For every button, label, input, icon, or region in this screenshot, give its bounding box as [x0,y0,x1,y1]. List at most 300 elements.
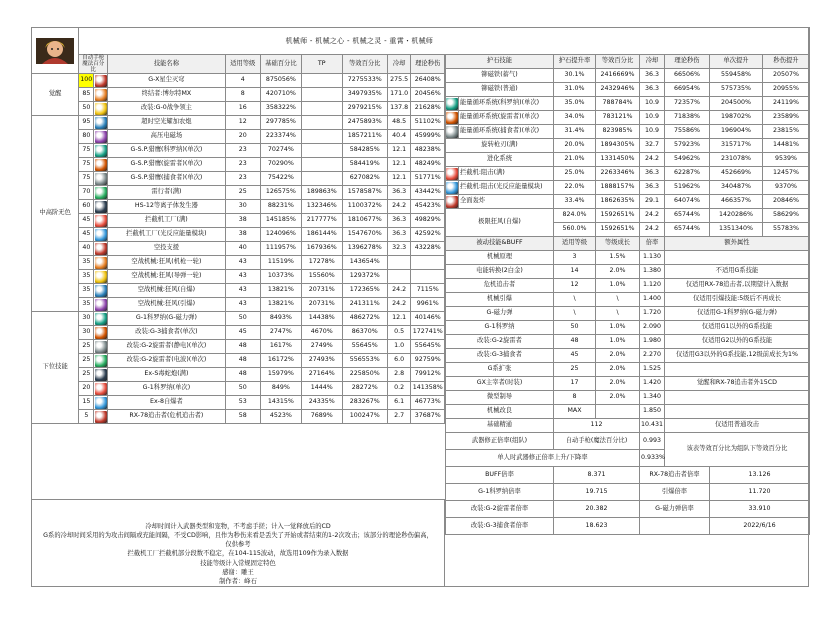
talisman-icon-cell [446,195,459,209]
passive-row [446,321,810,335]
passive-row [446,279,810,293]
passive-name: GX主宰者(时装) [446,377,554,391]
talisman-single-increase: 198702% [710,111,763,125]
talisman-name: 铆磁铁(普通) [446,83,554,97]
talisman-cooldown: 36.3 [640,69,665,83]
talisman-theory-dps: 75586% [665,125,710,139]
skill-level: 35 [79,298,94,312]
multiplier-value: 8.371 [554,467,640,484]
talisman-single-increase: 452669% [710,167,763,181]
skill-cooldown: 48.5 [387,116,411,130]
skill-level: 30 [79,312,94,326]
talisman-row [446,139,810,153]
talisman-increase: 34.0% [554,111,596,125]
passive-extra: 仅适用G3以外的G系技能,12级前成长为1% [665,349,810,363]
group-label: 觉醒 [32,74,79,116]
skill-equivalent: 584419% [342,158,387,172]
skill-base: 420710% [260,88,301,102]
skill-cooldown: 0.2 [387,382,411,396]
talisman-single-increase: 204500% [710,97,763,111]
skill-row [32,88,445,102]
skill-equivalent: 2475893% [342,116,387,130]
passive-mult: 1.130 [640,251,665,265]
skill-req-level: 4 [225,74,260,88]
skill-icon [95,397,107,409]
skill-tp: 2749% [301,340,342,354]
skill-equivalent: 7275533% [342,74,387,88]
skill-base: 124096% [260,228,301,242]
skill-equivalent: 486272% [342,312,387,326]
talisman-name: 能量循环系统(科罗纳)(单次) [459,97,554,111]
passive-extra: 觉醒和RX-78追击者外15CD [665,377,810,391]
talisman-equivalent: 2263346% [596,167,640,181]
note-line: 拦截机工厂拦截机部分段数不稳定，在104-115波动，故选用109作为录入数据 [127,550,349,558]
skill-row [32,130,445,144]
multiplier-value-2: 13.126 [710,467,810,484]
skill-req-level: 23 [225,172,260,186]
talisman-theory-dps: 71838% [665,111,710,125]
passive-extra: 仅适用G2以外的G系技能 [665,335,810,349]
passive-mult: 1.380 [640,265,665,279]
talisman-name: 能量循环系统(旋雷者)(单次) [459,111,554,125]
skill-equivalent: 225850% [342,368,387,382]
multiplier-value-2: 11.720 [710,484,810,501]
skill-row [32,340,445,354]
skill-row [32,200,445,214]
skill-cooldown [387,270,411,284]
talisman-dps-increase: 20507% [763,69,810,83]
skill-req-level: 53 [225,396,260,410]
passive-level: 8 [554,391,596,405]
talisman-increase: 31.0% [554,83,596,97]
skill-base: 358322% [260,102,301,116]
skill-name: 高压电磁场 [108,130,225,144]
skill-base: 849% [260,382,301,396]
header-passive-extra: 额外属性 [665,237,810,251]
talisman-dps-increase: 55783% [763,223,810,237]
talisman-theory-dps: 54962% [665,153,710,167]
skill-req-level: 43 [225,270,260,284]
talisman-row [446,181,810,195]
passive-name: 微型制导 [446,391,554,405]
skill-dps: 46773% [411,396,445,410]
skill-name: 空战机械:狂风(自爆) [108,284,225,298]
notes-panel [31,499,445,587]
multiplier-row [446,501,810,518]
talisman-cooldown: 29.1 [640,195,665,209]
multiplier-label: BUFF倍率 [446,467,554,484]
header-single-increase: 单次提升 [710,55,763,69]
skill-icon [95,75,107,87]
skill-tp [301,88,342,102]
passive-row [446,349,810,363]
weapon-note: 该表等效百分比为组队下等效百分比 [665,433,810,467]
skill-icon-cell [94,242,108,256]
passive-level: 3 [554,251,596,265]
passive-level: 48 [554,335,596,349]
skill-cooldown: 36.3 [387,228,411,242]
skill-level: 60 [79,200,94,214]
multiplier-label: 改装:G-3捕食者倍率 [446,518,554,535]
skill-req-level: 20 [225,130,260,144]
skill-base: 4523% [260,410,301,424]
header-tp: TP [301,55,342,74]
talisman-single-increase: 1420286% [710,209,763,223]
skill-level: 75 [79,172,94,186]
skill-level: 15 [79,396,94,410]
skill-req-level: 38 [225,214,260,228]
talisman-cooldown: 24.2 [640,223,665,237]
skill-name: 改装:G-3捕食者(单次) [108,326,225,340]
skill-req-level: 50 [225,312,260,326]
skill-table [31,27,445,424]
skill-equivalent: 172365% [342,284,387,298]
skill-level: 25 [79,354,94,368]
talisman-name: 全面轰炸 [459,195,554,209]
skill-cooldown: 24.2 [387,284,411,298]
skill-icon [95,145,107,157]
skill-cooldown: 171.0 [387,88,411,102]
group-label: 下位技能 [32,312,79,424]
skill-icon [95,89,107,101]
skill-level: 45 [79,228,94,242]
talisman-icon [446,168,458,180]
skill-dps: 172741% [411,326,445,340]
talisman-equivalent: 1592651% [596,223,640,237]
skill-cooldown: 12.1 [387,144,411,158]
skill-icon [95,229,107,241]
single-value: 0.933% [640,450,665,467]
skill-base: 145185% [260,214,301,228]
passive-row [446,335,810,349]
talisman-theory-dps: 62287% [665,167,710,181]
skill-tp: 1444% [301,382,342,396]
multiplier-label-2: G-磁力弹倍率 [640,501,710,518]
skill-row [32,312,445,326]
talisman-single-increase: 575735% [710,83,763,97]
talisman-name: 进化系统 [446,153,554,167]
passive-growth: 2.0% [596,363,640,377]
header-talisman-equivalent: 等效百分比 [596,55,640,69]
talisman-row [446,97,810,111]
talisman-name: 拦截机:阻击(光反应能量模块) [459,181,554,195]
skill-base: 88231% [260,200,301,214]
talisman-name: 极限狂风(自爆) [446,209,554,237]
talisman-icon-cell [446,111,459,125]
skill-equivalent: 1396278% [342,242,387,256]
header-base: 基础百分比 [260,55,301,74]
passive-mult: 1.340 [640,391,665,405]
passive-name: 危机追击者 [446,279,554,293]
skill-row [32,326,445,340]
passive-row [446,405,810,419]
skill-base: 16172% [260,354,301,368]
skill-icon [95,341,107,353]
skill-equivalent: 1810677% [342,214,387,228]
skill-icon-cell [94,130,108,144]
single-label: 单人时武器修正倍率上升/下降率 [446,450,640,467]
base-mastery-note: 仅适用普通攻击 [665,419,810,433]
talisman-equivalent: 1592651% [596,209,640,223]
skill-dps: 92759% [411,354,445,368]
skill-equivalent: 100247% [342,410,387,424]
note-line: 技能等级计入常规固定特色 [200,559,276,567]
skill-icon-cell [94,186,108,200]
talisman-row [446,153,810,167]
header-cooldown: 冷却 [387,55,411,74]
passive-growth: \ [596,307,640,321]
character-portrait [32,28,79,74]
skill-equivalent: 1547670% [342,228,387,242]
skill-level: 30 [79,326,94,340]
passive-mult: 1.400 [640,293,665,307]
skill-cooldown: 36.3 [387,214,411,228]
passive-header [446,237,810,251]
talisman-single-increase: 1351340% [710,223,763,237]
talisman-single-increase: 231078% [710,153,763,167]
skill-dps: 42592% [411,228,445,242]
base-mastery-row [446,419,810,433]
skill-dps: 45999% [411,130,445,144]
passive-name: 改装:G-3捕食者 [446,349,554,363]
skill-level: 95 [79,116,94,130]
passive-growth: 1.0% [596,321,640,335]
skill-cooldown: 36.3 [387,186,411,200]
skill-icon-cell [94,144,108,158]
passive-extra [665,391,810,405]
header-talisman-skill: 护石技能 [446,55,554,69]
skill-equivalent: 2979215% [342,102,387,116]
talisman-cooldown: 36.3 [640,167,665,181]
talisman-row [446,111,810,125]
talisman-dps-increase: 12457% [763,167,810,181]
skill-req-level: 43 [225,284,260,298]
skill-icon-cell [94,172,108,186]
talisman-dps-increase: 20846% [763,195,810,209]
passive-name: 机械引爆 [446,293,554,307]
skill-row [32,256,445,270]
skill-base: 15979% [260,368,301,382]
skill-row [32,284,445,298]
skill-base: 2747% [260,326,301,340]
talisman-row [446,195,810,209]
skill-level: 35 [79,270,94,284]
talisman-equivalent: 2432946% [596,83,640,97]
skill-icon [95,355,107,367]
skill-row [32,298,445,312]
skill-name: G-S.P.猎鹰(旋雷者)(单次) [108,158,225,172]
talisman-dps-increase: 58629% [763,209,810,223]
passive-name: G-1科罗纳 [446,321,554,335]
passive-extra [665,363,810,377]
skill-tp: 15560% [301,270,342,284]
passive-mult: 2.270 [640,349,665,363]
talisman-row [446,69,810,83]
skill-dps: 79912% [411,368,445,382]
talisman-single-increase: 559458% [710,69,763,83]
multiplier-value: 18.623 [554,518,640,535]
header-level: 适用等级 [225,55,260,74]
skill-tp [301,172,342,186]
skill-row [32,382,445,396]
skill-row [32,368,445,382]
skill-icon-cell [94,410,108,424]
talisman-increase: 824.0% [554,209,596,223]
passive-mult: 1.525 [640,363,665,377]
skill-tp: 20731% [301,298,342,312]
passive-name: 机械原理 [446,251,554,265]
skill-cooldown: 40.4 [387,130,411,144]
multiplier-value-2: 2022/6/16 [710,518,810,535]
talisman-increase: 33.4% [554,195,596,209]
skill-row [32,186,445,200]
passive-extra: 仅适用引爆技能:5级后不再成长 [665,293,810,307]
skill-level: 50 [79,102,94,116]
skill-equivalent: 1100372% [342,200,387,214]
multiplier-row [446,484,810,501]
skill-level: 70 [79,186,94,200]
skill-equivalent: 28272% [342,382,387,396]
passive-extra: 仅适用G1以外的G系技能 [665,321,810,335]
skill-dps: 55645% [411,340,445,354]
skill-name: 空战机械:狂风(引爆) [108,298,225,312]
skill-row [32,116,445,130]
talisman-theory-dps: 66954% [665,83,710,97]
passive-growth: 1.5% [596,251,640,265]
skill-equivalent: 627082% [342,172,387,186]
multiplier-label: G-1科罗纳倍率 [446,484,554,501]
skill-cooldown: 137.8 [387,102,411,116]
skill-icon [95,285,107,297]
multiplier-label-2 [640,518,710,535]
talisman-increase: 20.0% [554,139,596,153]
skill-icon [95,187,107,199]
skill-icon-cell [94,270,108,284]
skill-icon [95,173,107,185]
skill-dps: 51771% [411,172,445,186]
passive-level: 25 [554,363,596,377]
multiplier-value: 19.715 [554,484,640,501]
skill-name: 改装:G-2旋雷者(静电)(单次) [108,340,225,354]
skill-tp [301,130,342,144]
skill-sheet [31,27,809,587]
skill-name: 空战机械:狂风(机枪一轮) [108,256,225,270]
passive-row [446,363,810,377]
skill-base: 10373% [260,270,301,284]
header-theory-dps: 理论秒伤 [665,55,710,69]
passive-level: 17 [554,377,596,391]
skill-cooldown: 6.0 [387,354,411,368]
multiplier-label: 改装:G-2旋雷者倍率 [446,501,554,518]
skill-base: 70290% [260,158,301,172]
talisman-name: 拦截机:阻击(满) [459,167,554,181]
skill-tp [301,74,342,88]
skill-cooldown: 2.7 [387,410,411,424]
skill-tp: 186144% [301,228,342,242]
skill-name: 改装:G-2旋雷者(电波)(单次) [108,354,225,368]
skill-name: 超时空光耀加农炮 [108,116,225,130]
multiplier-label-2: RX-78追击者倍率 [640,467,710,484]
skill-icon [95,201,107,213]
skill-row [32,144,445,158]
talisman-increase: 560.0% [554,223,596,237]
skill-base: 14315% [260,396,301,410]
header-increase: 护石提升率 [554,55,596,69]
talisman-equivalent: 1862635% [596,195,640,209]
skill-req-level: 23 [225,158,260,172]
talisman-dps-increase: 14481% [763,139,810,153]
skill-cooldown: 275.5 [387,74,411,88]
skill-tp: 20731% [301,284,342,298]
skill-row [32,228,445,242]
skill-req-level: 30 [225,200,260,214]
skill-base: 875056% [260,74,301,88]
skill-cooldown: 12.1 [387,158,411,172]
multiplier-value-2: 33.910 [710,501,810,518]
skill-base: 70274% [260,144,301,158]
skill-icon-cell [94,74,108,88]
base-mastery-label: 基础精通 [446,419,554,433]
passive-mult: 1.980 [640,335,665,349]
passive-growth: 1.0% [596,335,640,349]
talisman-theory-dps: 51962% [665,181,710,195]
title-row-right [446,28,810,55]
skill-icon [95,369,107,381]
talisman-cooldown: 24.2 [640,209,665,223]
talisman-icon-cell [446,97,459,111]
skill-tp [301,102,342,116]
multiplier-value: 20.382 [554,501,640,518]
talisman-icon [446,126,458,138]
skill-dps: 40146% [411,312,445,326]
weapon-row [446,433,810,450]
talisman-icon [446,196,458,208]
skill-dps: 43228% [411,242,445,256]
passive-name: 机械改良 [446,405,554,419]
talisman-equivalent: 1894305% [596,139,640,153]
talisman-increase: 25.0% [554,167,596,181]
header-passive-name: 被动技能&BUFF [446,237,554,251]
talisman-theory-dps: 64074% [665,195,710,209]
talisman-icon-cell [446,181,459,195]
skill-equivalent: 283267% [342,396,387,410]
skill-dps: 37687% [411,410,445,424]
skill-cooldown [387,256,411,270]
passive-growth [596,405,640,419]
skill-level: 40 [79,242,94,256]
skill-level: 100 [79,74,94,88]
skill-icon-cell [94,326,108,340]
mechanic-portrait-icon [36,38,74,64]
header-passive-level: 适用等级 [554,237,596,251]
skill-dps: 51102% [411,116,445,130]
note-line: G系的冷却时间采用的为攻击间隔或充能间隔，不受CD影响，且作为秒伤来看是丢失了开始或者结束的1-2次攻击；该部分的理论秒伤偏高，仅供参考 [43,532,433,549]
skill-name: 拦截机工厂(光反应能量模块) [108,228,225,242]
skill-icon-cell [94,396,108,410]
skill-tp: 217777% [301,214,342,228]
talisman-icon [446,182,458,194]
skill-equivalent: 129372% [342,270,387,284]
skill-row [32,158,445,172]
passive-level: 12 [554,279,596,293]
note-line: 制作者：峰石 [219,577,257,585]
talisman-cooldown: 10.9 [640,97,665,111]
skill-dps: 48249% [411,158,445,172]
skill-icon [95,117,107,129]
skill-icon [95,411,107,423]
skill-level: 5 [79,410,94,424]
talisman-dps-increase: 9539% [763,153,810,167]
